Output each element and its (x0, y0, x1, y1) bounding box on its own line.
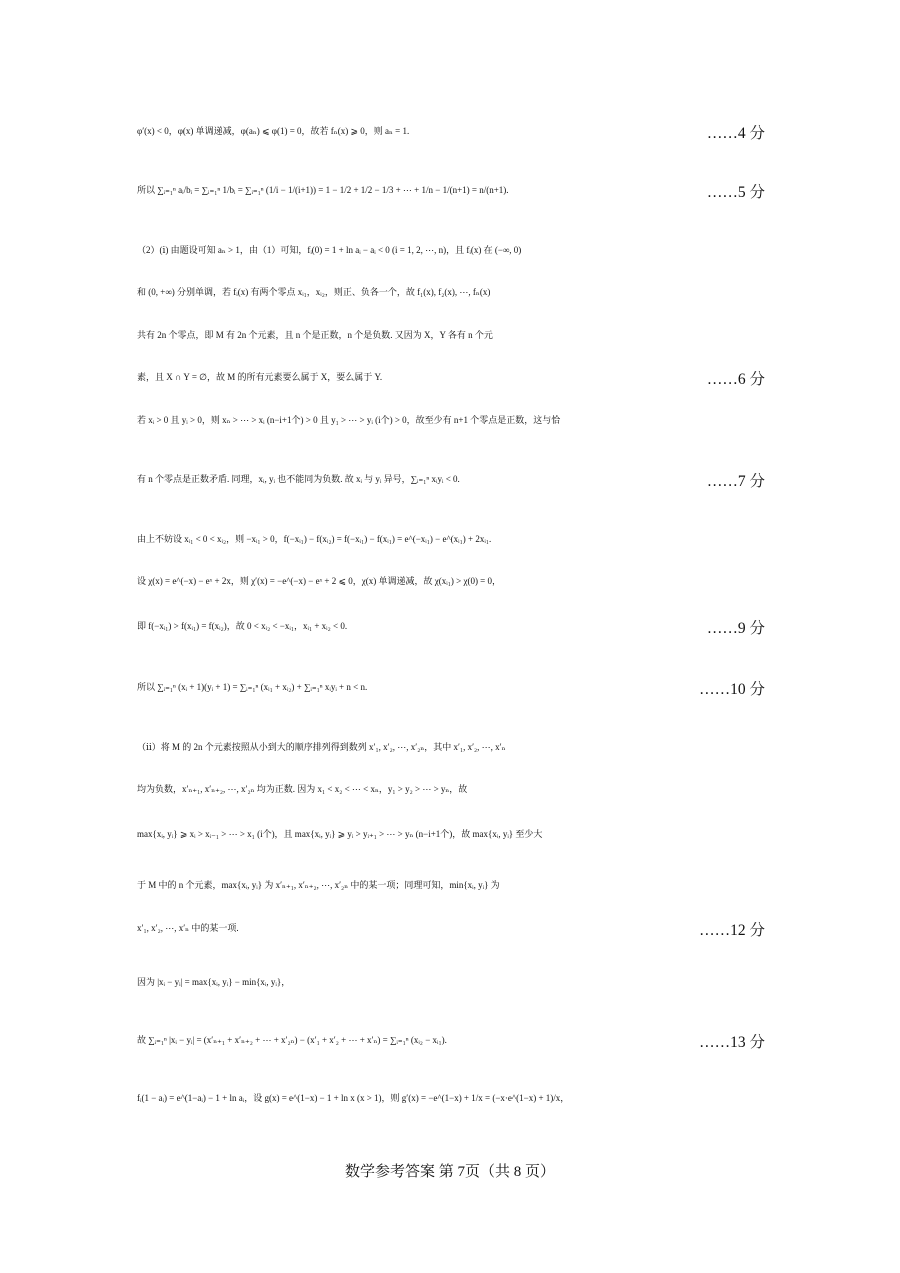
solution-line: 故 ∑ᵢ₌₁ⁿ |xᵢ − yᵢ| = (x′ₙ₊₁ + x′ₙ₊₂ + ⋯ + x′₂ₙ) − (x′₁ + x′₂ + ⋯ + x′ₙ) = ∑ᵢ₌₁ⁿ (xᵢ₂ − xᵢ₁). (137, 1035, 447, 1045)
solution-line: 共有 2n 个零点，即 M 有 2n 个元素，且 n 个是正数，n 个是负数. 又因为 X，Y 各有 n 个元 (137, 330, 493, 340)
solution-line: 设 χ(x) = e^(−x) − eˣ + 2x，则 χ′(x) = −e^(−x) − eˣ + 2 ⩽ 0，χ(x) 单调递减，故 χ(xᵢ₁) > χ(0) = 0， (137, 576, 502, 586)
solution-line: （2）(ⅰ) 由题设可知 aₙ > 1，由（1）可知，fᵢ(0) = 1 + ln aᵢ − aᵢ < 0 (i = 1, 2, ⋯, n)，且 fᵢ(x) 在 (−∞, 0) (137, 245, 522, 255)
solution-line: 和 (0, +∞) 分别单调，若 fᵢ(x) 有两个零点 xᵢ₁，xᵢ₂，则正、负各一个，故 f₁(x), f₂(x), ⋯, fₙ(x) (137, 287, 491, 297)
solution-line: 素，且 X ∩ Y = ∅，故 M 的所有元素要么属于 X，要么属于 Y. (137, 372, 383, 382)
page-footer: 数学参考答案 第 7页（共 8 页） (344, 1164, 555, 1180)
score-marker: ……6 分 (706, 371, 765, 388)
solution-line: 由上不妨设 xᵢ₁ < 0 < xᵢ₂，则 −xᵢ₁ > 0，f(−xᵢ₁) − f(xᵢ₂) = f(−xᵢ₁) − f(xᵢ₁) = e^(−xᵢ₁) − e^(xᵢ₁) + 2xᵢ₁. (137, 534, 492, 544)
score-marker: ……12 分 (699, 922, 765, 939)
score-marker: ……9 分 (706, 620, 765, 637)
solution-line: max{xᵢ, yᵢ} ⩾ xᵢ > xᵢ₋₁ > ⋯ > x₁ (i个)，且 max{xᵢ, yᵢ} ⩾ yᵢ > yᵢ₊₁ > ⋯ > yₙ (n−i+1个)，故 max{xᵢ, yᵢ} 至少大 (137, 829, 543, 839)
solution-line: φ′(x) < 0，φ(x) 单调递减，φ(aₙ) ⩽ φ(1) = 0，故若 fₙ(x) ⩾ 0，则 aₙ = 1. (137, 126, 410, 136)
score-marker: ……5 分 (706, 184, 765, 201)
solution-line: 有 n 个零点是正数矛盾. 同理，xᵢ, yᵢ 也不能同为负数. 故 xᵢ 与 yᵢ 异号，∑ᵢ₌₁ⁿ xᵢyᵢ < 0. (137, 474, 460, 484)
score-marker: ……13 分 (699, 1034, 765, 1051)
score-marker: ……10 分 (699, 681, 765, 698)
solution-line: 于 M 中的 n 个元素，max{xᵢ, yᵢ} 为 x′ₙ₊₁, x′ₙ₊₂, ⋯, x′₂ₙ 中的某一项；同理可知，min{xᵢ, yᵢ} 为 (137, 880, 500, 890)
score-marker: ……7 分 (706, 473, 765, 490)
score-marker: ……4 分 (706, 125, 765, 142)
solution-line: 因为 |xᵢ − yᵢ| = max{xᵢ, yᵢ} − min{xᵢ, yᵢ}， (137, 977, 291, 987)
solution-line: 所以 ∑ᵢ₌₁ⁿ (xᵢ + 1)(yᵢ + 1) = ∑ᵢ₌₁ⁿ (xᵢ₁ + xᵢ₂) + ∑ᵢ₌₁ⁿ xᵢyᵢ + n < n. (137, 682, 368, 692)
solution-line: 即 f(−xᵢ₁) > f(xᵢ₁) = f(xᵢ₂)，故 0 < xᵢ₂ < −xᵢ₁，xᵢ₁ + xᵢ₂ < 0. (137, 621, 348, 631)
solution-line: 所以 ∑ᵢ₌₁ⁿ aᵢ/bᵢ = ∑ᵢ₌₁ⁿ 1/bᵢ = ∑ᵢ₌₁ⁿ (1/i − 1/(i+1)) = 1 − 1/2 + 1/2 − 1/3 + ⋯ + 1/n − 1/(n+1) = n/(n+1). (137, 185, 509, 195)
solution-line: fᵢ(1 − aᵢ) = e^(1−aᵢ) − 1 + ln aᵢ，设 g(x) = e^(1−x) − 1 + ln x (x > 1)，则 g′(x) = −e^(1−x) + 1/x = (−x·e^(1−x) + 1)/x， (137, 1093, 570, 1103)
solution-line: 若 xᵢ > 0 且 yᵢ > 0，则 xₙ > ⋯ > xᵢ (n−i+1个) > 0 且 y₁ > ⋯ > yᵢ (i个) > 0，故至少有 n+1 个零点是正数，这与恰 (137, 415, 561, 425)
solution-line: x′₁, x′₂, ⋯, x′ₙ 中的某一项. (137, 923, 239, 933)
solution-line: （ⅱ）将 M 的 2n 个元素按照从小到大的顺序排列得到数列 x′₁, x′₂, ⋯, x′₂ₙ，其中 x′₁, x′₂, ⋯, x′ₙ (137, 742, 506, 752)
solution-line: 均为负数，x′ₙ₊₁, x′ₙ₊₂, ⋯, x′₂ₙ 均为正数. 因为 x₁ < x₂ < ⋯ < xₙ，y₁ > y₂ > ⋯ > yₙ，故 (137, 784, 468, 794)
